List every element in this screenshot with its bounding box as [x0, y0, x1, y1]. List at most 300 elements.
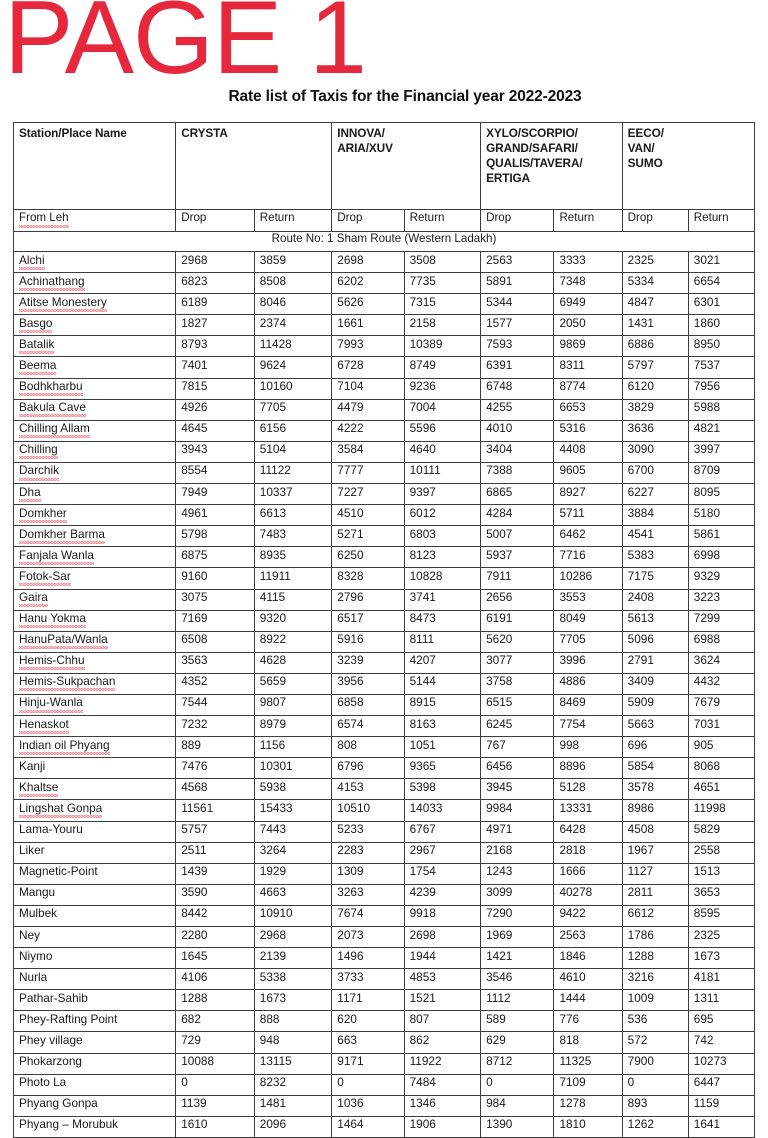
- fare-innova-return: 4853: [404, 969, 480, 990]
- fare-crysta-return: 5104: [254, 441, 332, 462]
- route-heading-row: [14, 232, 755, 252]
- fare-innova-drop: 2073: [332, 927, 404, 948]
- fare-crysta-drop: 1288: [176, 990, 255, 1011]
- table-row: [14, 1011, 755, 1032]
- place-name-cell: [14, 610, 176, 631]
- place-name-text: Kanji: [19, 758, 46, 773]
- fare-xylo-return: 4610: [554, 969, 622, 990]
- place-name-text: Fotok-Sar: [19, 568, 71, 583]
- fare-crysta-return: 2139: [254, 948, 332, 969]
- place-name-text: Domkher Barma: [19, 526, 105, 541]
- fare-innova-drop: 7674: [332, 905, 404, 926]
- fare-xylo-drop: 2563: [481, 252, 554, 273]
- fare-eeco-drop: 1431: [622, 315, 688, 336]
- table-row: [14, 399, 755, 420]
- fare-eeco-return: 7956: [688, 378, 754, 399]
- fare-innova-drop: 6796: [332, 758, 404, 779]
- header-from-leh: [14, 210, 176, 232]
- fare-crysta-drop: 6189: [176, 294, 255, 315]
- fare-innova-return: 7484: [404, 1074, 480, 1095]
- place-name-cell: [14, 462, 176, 483]
- place-name-cell: [14, 526, 176, 547]
- fare-xylo-drop: 7911: [481, 568, 554, 589]
- place-name-text: Domkher: [19, 505, 67, 520]
- header-from-leh-text: From Leh: [19, 211, 69, 224]
- place-name-cell: [14, 737, 176, 758]
- fare-xylo-drop: 6391: [481, 357, 554, 378]
- table-row: [14, 631, 755, 652]
- table-row: [14, 842, 755, 863]
- place-name-text: Phey-Rafting Point: [19, 1011, 118, 1026]
- place-name-text: Phyang – Morubuk: [19, 1117, 119, 1132]
- place-name-text: Henaskot: [19, 716, 69, 731]
- fare-eeco-return: 1311: [688, 990, 754, 1011]
- taxi-rate-table: [13, 122, 755, 1138]
- page-watermark: PAGE 1: [4, 0, 367, 96]
- table-row: [14, 336, 755, 357]
- place-name-cell: [14, 673, 176, 694]
- place-name-text: Batalik: [19, 336, 55, 351]
- header-xylo-line-1: XYLO/SCORPIO/: [486, 126, 578, 140]
- fare-crysta-drop: 729: [176, 1032, 255, 1053]
- place-name-text: Phey village: [19, 1032, 83, 1047]
- fare-xylo-return: 2050: [554, 315, 622, 336]
- fare-xylo-drop: 3546: [481, 969, 554, 990]
- table-row: [14, 378, 755, 399]
- place-name-text: Hanu Yokma: [19, 611, 86, 626]
- fare-eeco-drop: 2791: [622, 652, 688, 673]
- fare-crysta-drop: 2968: [176, 252, 255, 273]
- table-row: [14, 1074, 755, 1095]
- fare-eeco-return: 7299: [688, 610, 754, 631]
- place-name-cell: [14, 252, 176, 273]
- fare-innova-drop: 4222: [332, 420, 404, 441]
- fare-crysta-return: 11911: [254, 568, 332, 589]
- place-name-cell: [14, 1053, 176, 1074]
- place-name-text: Hemis-Chhu: [19, 653, 85, 668]
- fare-eeco-return: 8709: [688, 462, 754, 483]
- place-name-text: Mulbek: [19, 906, 58, 921]
- fare-innova-return: 1521: [404, 990, 480, 1011]
- fare-eeco-return: 1513: [688, 863, 754, 884]
- rate-table-container: [13, 122, 755, 1138]
- fare-eeco-drop: 893: [622, 1095, 688, 1116]
- fare-crysta-drop: 6823: [176, 273, 255, 294]
- fare-eeco-return: 8950: [688, 336, 754, 357]
- fare-crysta-drop: 7949: [176, 484, 255, 505]
- fare-eeco-drop: 572: [622, 1032, 688, 1053]
- fare-eeco-return: 3021: [688, 252, 754, 273]
- fare-xylo-drop: 2168: [481, 842, 554, 863]
- place-name-text: Gaira: [19, 590, 48, 604]
- place-name-cell: [14, 420, 176, 441]
- fare-crysta-return: 10337: [254, 484, 332, 505]
- place-name-cell: [14, 1116, 176, 1137]
- place-name-text: Indian oil Phyang: [19, 737, 110, 752]
- fare-xylo-return: 9869: [554, 336, 622, 357]
- table-row: [14, 252, 755, 273]
- fare-xylo-drop: 8712: [481, 1053, 554, 1074]
- place-name-cell: [14, 927, 176, 948]
- place-name-text: Dha: [19, 484, 41, 499]
- fare-eeco-drop: 696: [622, 737, 688, 758]
- fare-crysta-drop: 5798: [176, 526, 255, 547]
- table-row: [14, 694, 755, 715]
- fare-eeco-drop: 5613: [622, 610, 688, 631]
- fare-innova-drop: 5271: [332, 526, 404, 547]
- fare-eeco-drop: 0: [622, 1074, 688, 1095]
- fare-xylo-return: 7109: [554, 1074, 622, 1095]
- fare-crysta-drop: 8554: [176, 462, 255, 483]
- place-name-text: Chilling: [19, 442, 58, 457]
- fare-crysta-drop: 4352: [176, 673, 255, 694]
- fare-innova-return: 807: [404, 1011, 480, 1032]
- fare-crysta-drop: 7544: [176, 694, 255, 715]
- fare-crysta-return: 1481: [254, 1095, 332, 1116]
- table-row: [14, 568, 755, 589]
- fare-innova-return: 862: [404, 1032, 480, 1053]
- table-row: [14, 441, 755, 462]
- fare-crysta-return: 2374: [254, 315, 332, 336]
- fare-xylo-drop: 6748: [481, 378, 554, 399]
- fare-crysta-drop: 11561: [176, 800, 255, 821]
- fare-innova-drop: 9171: [332, 1053, 404, 1074]
- header-eeco-line-2: VAN/: [627, 141, 655, 156]
- fare-eeco-drop: 7900: [622, 1053, 688, 1074]
- fare-eeco-return: 8068: [688, 758, 754, 779]
- fare-eeco-return: 6654: [688, 273, 754, 294]
- fare-xylo-drop: 2656: [481, 589, 554, 610]
- fare-eeco-drop: 3829: [622, 399, 688, 420]
- fare-crysta-return: 3264: [254, 842, 332, 863]
- table-row: [14, 273, 755, 294]
- place-name-text: Liker: [19, 843, 45, 858]
- fare-xylo-drop: 5344: [481, 294, 554, 315]
- fare-xylo-return: 8774: [554, 378, 622, 399]
- fare-xylo-return: 7716: [554, 547, 622, 568]
- fare-eeco-drop: 5334: [622, 273, 688, 294]
- header-innova-drop: Drop: [332, 210, 404, 232]
- fare-eeco-drop: 1127: [622, 863, 688, 884]
- fare-crysta-return: 8046: [254, 294, 332, 315]
- fare-crysta-drop: 7232: [176, 716, 255, 737]
- fare-eeco-return: 4821: [688, 420, 754, 441]
- fare-crysta-return: 8922: [254, 631, 332, 652]
- fare-xylo-drop: 9984: [481, 800, 554, 821]
- fare-innova-return: 8163: [404, 716, 480, 737]
- fare-xylo-drop: 4971: [481, 821, 554, 842]
- fare-crysta-drop: 4645: [176, 420, 255, 441]
- fare-innova-drop: 6574: [332, 716, 404, 737]
- fare-xylo-drop: 5937: [481, 547, 554, 568]
- fare-xylo-drop: 6245: [481, 716, 554, 737]
- place-name-text: Hemis-Sukpachan: [19, 674, 116, 689]
- drop-return-header-row: [14, 210, 755, 232]
- fare-innova-drop: 3584: [332, 441, 404, 462]
- place-name-cell: [14, 779, 176, 800]
- fare-crysta-return: 948: [254, 1032, 332, 1053]
- table-row: [14, 1095, 755, 1116]
- table-row: [14, 315, 755, 336]
- fare-xylo-return: 5128: [554, 779, 622, 800]
- place-name-cell: [14, 484, 176, 505]
- table-row: [14, 420, 755, 441]
- table-row: [14, 800, 755, 821]
- fare-innova-return: 2158: [404, 315, 480, 336]
- place-name-cell: [14, 294, 176, 315]
- fare-eeco-drop: 6120: [622, 378, 688, 399]
- place-name-cell: [14, 589, 176, 610]
- fare-xylo-return: 7705: [554, 631, 622, 652]
- place-name-text: Photo La: [19, 1075, 67, 1090]
- place-name-text: Lama-Youru: [19, 822, 83, 837]
- place-name-cell: [14, 315, 176, 336]
- fare-innova-return: 3741: [404, 589, 480, 610]
- fare-innova-drop: 1171: [332, 990, 404, 1011]
- fare-xylo-return: 4408: [554, 441, 622, 462]
- fare-eeco-return: 11998: [688, 800, 754, 821]
- fare-eeco-return: 3223: [688, 589, 754, 610]
- fare-crysta-return: 1156: [254, 737, 332, 758]
- table-row: [14, 484, 755, 505]
- place-name-cell: [14, 631, 176, 652]
- fare-crysta-drop: 1645: [176, 948, 255, 969]
- fare-crysta-drop: 8793: [176, 336, 255, 357]
- place-name-text: HanuPata/Wanla: [19, 632, 108, 647]
- fare-innova-drop: 6517: [332, 610, 404, 631]
- fare-xylo-return: 3333: [554, 252, 622, 273]
- fare-xylo-return: 5316: [554, 420, 622, 441]
- fare-crysta-return: 7483: [254, 526, 332, 547]
- fare-xylo-return: 6653: [554, 399, 622, 420]
- fare-eeco-return: 6988: [688, 631, 754, 652]
- fare-eeco-drop: 6612: [622, 905, 688, 926]
- table-row: [14, 779, 755, 800]
- fare-innova-return: 8123: [404, 547, 480, 568]
- fare-crysta-return: 3859: [254, 252, 332, 273]
- place-name-text: Nurla: [19, 969, 48, 984]
- fare-xylo-return: 998: [554, 737, 622, 758]
- fare-eeco-drop: 6700: [622, 462, 688, 483]
- fare-eeco-drop: 7175: [622, 568, 688, 589]
- header-xylo-drop: Drop: [481, 210, 554, 232]
- fare-innova-drop: 2698: [332, 252, 404, 273]
- header-station-place-name: Station/Place Name: [14, 123, 176, 210]
- fare-innova-drop: 5626: [332, 294, 404, 315]
- fare-xylo-drop: 5007: [481, 526, 554, 547]
- fare-eeco-return: 742: [688, 1032, 754, 1053]
- fare-crysta-return: 4115: [254, 589, 332, 610]
- fare-crysta-return: 7705: [254, 399, 332, 420]
- fare-innova-drop: 3263: [332, 884, 404, 905]
- fare-innova-drop: 7227: [332, 484, 404, 505]
- fare-eeco-drop: 6227: [622, 484, 688, 505]
- table-row: [14, 1053, 755, 1074]
- table-row: [14, 821, 755, 842]
- table-row: [14, 884, 755, 905]
- fare-xylo-drop: 4010: [481, 420, 554, 441]
- fare-eeco-return: 1860: [688, 315, 754, 336]
- fare-eeco-return: 5180: [688, 505, 754, 526]
- table-body: [14, 232, 755, 1138]
- fare-crysta-drop: 9160: [176, 568, 255, 589]
- fare-eeco-drop: 3578: [622, 779, 688, 800]
- fare-crysta-return: 5338: [254, 969, 332, 990]
- fare-innova-return: 4640: [404, 441, 480, 462]
- fare-crysta-drop: 7401: [176, 357, 255, 378]
- fare-crysta-drop: 3590: [176, 884, 255, 905]
- fare-xylo-drop: 1243: [481, 863, 554, 884]
- fare-xylo-return: 3553: [554, 589, 622, 610]
- table-row: [14, 758, 755, 779]
- fare-innova-return: 8915: [404, 694, 480, 715]
- fare-xylo-return: 6428: [554, 821, 622, 842]
- fare-eeco-drop: 6886: [622, 336, 688, 357]
- header-xylo-line-3: QUALIS/TAVERA/: [486, 156, 583, 171]
- table-row: [14, 990, 755, 1011]
- fare-xylo-drop: 6515: [481, 694, 554, 715]
- place-name-text: Achinathang: [19, 273, 85, 288]
- fare-xylo-return: 11325: [554, 1053, 622, 1074]
- fare-xylo-drop: 767: [481, 737, 554, 758]
- fare-xylo-return: 1846: [554, 948, 622, 969]
- fare-eeco-return: 6998: [688, 547, 754, 568]
- fare-innova-drop: 2283: [332, 842, 404, 863]
- fare-crysta-drop: 8442: [176, 905, 255, 926]
- place-name-text: Atitse Monestery: [19, 294, 107, 309]
- place-name-cell: [14, 905, 176, 926]
- place-name-cell: [14, 336, 176, 357]
- place-name-text: Fanjala Wanla: [19, 547, 94, 562]
- fare-crysta-return: 8935: [254, 547, 332, 568]
- fare-crysta-drop: 4926: [176, 399, 255, 420]
- fare-xylo-drop: 5620: [481, 631, 554, 652]
- fare-innova-return: 7735: [404, 273, 480, 294]
- header-innova-line-2: ARIA/XUV: [337, 141, 393, 156]
- table-row: [14, 948, 755, 969]
- route-heading-cell: Route No: 1 Sham Route (Western Ladakh): [14, 232, 755, 252]
- fare-innova-return: 1944: [404, 948, 480, 969]
- fare-eeco-return: 5861: [688, 526, 754, 547]
- fare-xylo-return: 1810: [554, 1116, 622, 1137]
- fare-crysta-return: 9320: [254, 610, 332, 631]
- place-name-cell: [14, 357, 176, 378]
- fare-innova-return: 3508: [404, 252, 480, 273]
- fare-eeco-return: 4651: [688, 779, 754, 800]
- fare-innova-drop: 10510: [332, 800, 404, 821]
- fare-xylo-drop: 6191: [481, 610, 554, 631]
- fare-crysta-return: 15433: [254, 800, 332, 821]
- fare-innova-drop: 5233: [332, 821, 404, 842]
- fare-xylo-drop: 4255: [481, 399, 554, 420]
- table-row: [14, 737, 755, 758]
- place-name-text: Pathar-Sahib: [19, 990, 88, 1005]
- fare-crysta-drop: 6875: [176, 547, 255, 568]
- fare-innova-drop: 5916: [332, 631, 404, 652]
- fare-innova-return: 7004: [404, 399, 480, 420]
- place-name-cell: [14, 990, 176, 1011]
- fare-eeco-drop: 4508: [622, 821, 688, 842]
- place-name-cell: [14, 441, 176, 462]
- table-row: [14, 927, 755, 948]
- fare-innova-return: 5144: [404, 673, 480, 694]
- fare-xylo-return: 3996: [554, 652, 622, 673]
- header-crysta-line-1: CRYSTA: [181, 126, 228, 140]
- fare-crysta-drop: 1827: [176, 315, 255, 336]
- fare-eeco-drop: 5663: [622, 716, 688, 737]
- fare-crysta-drop: 5757: [176, 821, 255, 842]
- fare-innova-drop: 620: [332, 1011, 404, 1032]
- fare-crysta-return: 5938: [254, 779, 332, 800]
- fare-xylo-drop: 3758: [481, 673, 554, 694]
- fare-xylo-return: 2563: [554, 927, 622, 948]
- fare-crysta-drop: 1139: [176, 1095, 255, 1116]
- fare-eeco-drop: 2408: [622, 589, 688, 610]
- place-name-cell: [14, 505, 176, 526]
- fare-innova-return: 1051: [404, 737, 480, 758]
- fare-crysta-return: 6156: [254, 420, 332, 441]
- fare-innova-return: 6767: [404, 821, 480, 842]
- fare-innova-drop: 808: [332, 737, 404, 758]
- fare-eeco-drop: 5096: [622, 631, 688, 652]
- place-name-text: Alchi: [19, 252, 45, 267]
- fare-innova-return: 2698: [404, 927, 480, 948]
- fare-crysta-drop: 889: [176, 737, 255, 758]
- fare-innova-return: 8749: [404, 357, 480, 378]
- fare-eeco-return: 695: [688, 1011, 754, 1032]
- fare-eeco-drop: 2811: [622, 884, 688, 905]
- fare-innova-drop: 1309: [332, 863, 404, 884]
- header-vehicle-crysta: [176, 123, 332, 210]
- fare-crysta-return: 1673: [254, 990, 332, 1011]
- fare-eeco-return: 905: [688, 737, 754, 758]
- fare-xylo-drop: 1577: [481, 315, 554, 336]
- fare-eeco-return: 5988: [688, 399, 754, 420]
- header-eeco-drop: Drop: [622, 210, 688, 232]
- fare-xylo-drop: 984: [481, 1095, 554, 1116]
- fare-eeco-drop: 3636: [622, 420, 688, 441]
- table-row: [14, 526, 755, 547]
- fare-xylo-return: 1666: [554, 863, 622, 884]
- fare-crysta-drop: 7169: [176, 610, 255, 631]
- fare-crysta-return: 13115: [254, 1053, 332, 1074]
- fare-crysta-drop: 7476: [176, 758, 255, 779]
- fare-innova-return: 4239: [404, 884, 480, 905]
- place-name-text: Magnetic-Point: [19, 864, 98, 879]
- place-name-cell: [14, 273, 176, 294]
- fare-crysta-drop: 3943: [176, 441, 255, 462]
- place-name-text: Bakula Cave: [19, 400, 86, 415]
- fare-innova-drop: 7993: [332, 336, 404, 357]
- header-vehicle-xylo: [481, 123, 623, 210]
- table-row: [14, 462, 755, 483]
- fare-eeco-drop: 1009: [622, 990, 688, 1011]
- fare-eeco-return: 4181: [688, 969, 754, 990]
- table-row: [14, 610, 755, 631]
- fare-innova-drop: 7777: [332, 462, 404, 483]
- fare-eeco-drop: 5797: [622, 357, 688, 378]
- fare-crysta-drop: 7815: [176, 378, 255, 399]
- fare-innova-drop: 1464: [332, 1116, 404, 1137]
- fare-eeco-return: 8095: [688, 484, 754, 505]
- fare-crysta-drop: 4568: [176, 779, 255, 800]
- fare-xylo-drop: 1969: [481, 927, 554, 948]
- fare-innova-return: 4207: [404, 652, 480, 673]
- fare-eeco-drop: 3409: [622, 673, 688, 694]
- fare-xylo-drop: 3099: [481, 884, 554, 905]
- fare-innova-return: 9365: [404, 758, 480, 779]
- place-name-cell: [14, 1074, 176, 1095]
